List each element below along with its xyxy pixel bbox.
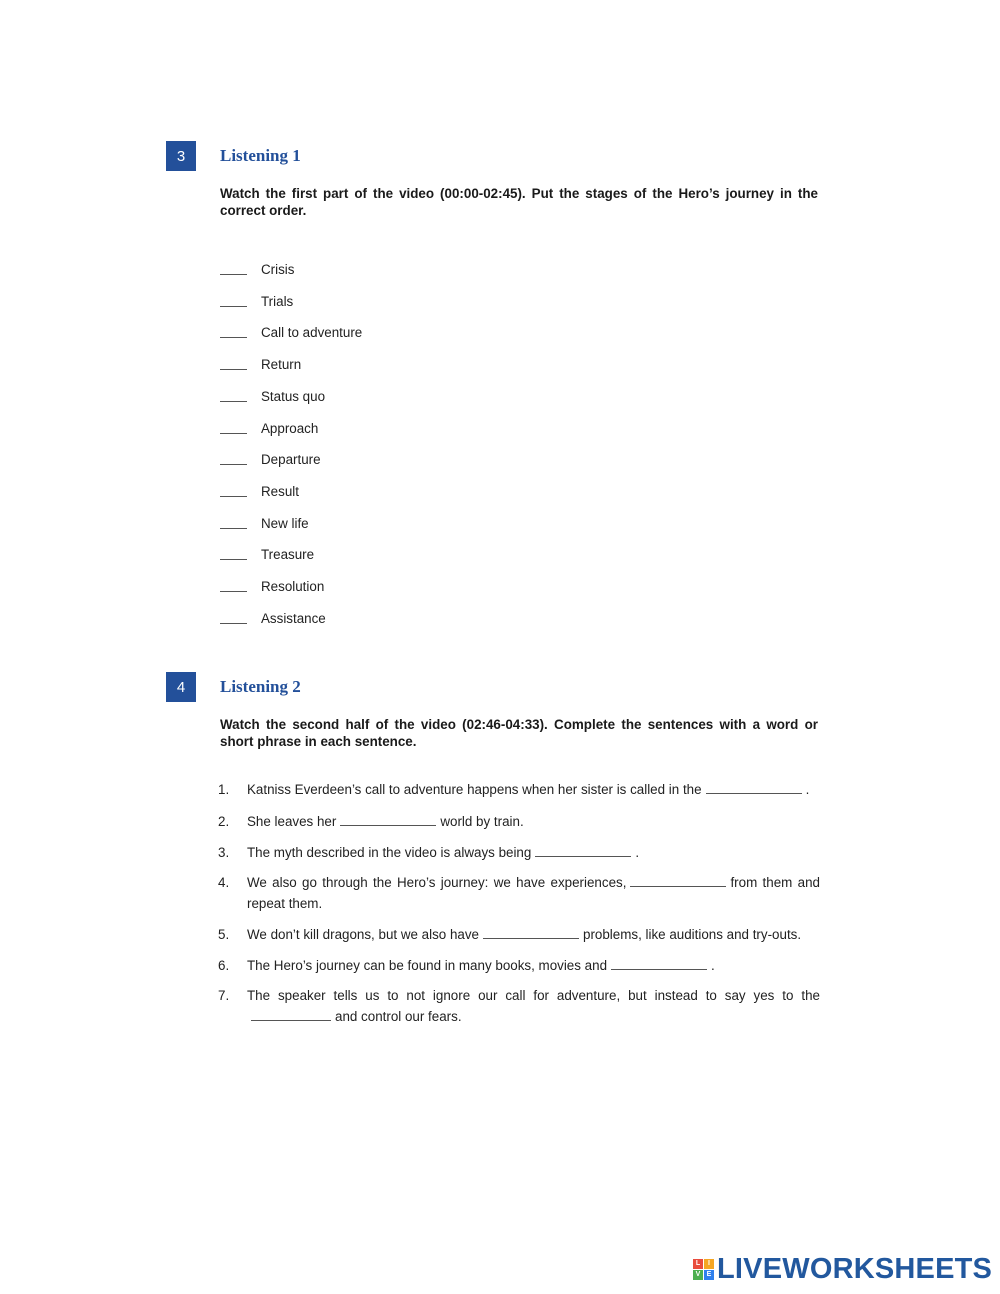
sentence-before: The speaker tells us to not ignore our call for adventure, but instead to say yes to the <box>247 988 820 1003</box>
sentence-item <box>218 872 820 914</box>
sentence-text <box>247 811 820 832</box>
section-3-number: 3 <box>166 141 196 171</box>
sentence-number: 3. <box>218 845 230 860</box>
order-blank[interactable] <box>220 464 247 465</box>
order-blank[interactable] <box>220 559 247 560</box>
section-3-instruction: Watch the first part of the video (00:00-02:45). Put the stages of the Hero’s journey in the correct order. <box>220 186 818 218</box>
order-blank[interactable] <box>220 306 247 307</box>
stage-label: Assistance <box>261 610 326 626</box>
stage-item <box>220 291 293 311</box>
sentence-text <box>247 842 820 863</box>
stage-label: Departure <box>261 451 321 467</box>
sentence-item <box>218 985 820 1027</box>
sentence-text <box>247 924 820 945</box>
sentence-number: 2. <box>218 814 230 829</box>
sentence-item <box>218 924 820 945</box>
stage-item <box>220 608 326 628</box>
sentence-text <box>247 985 820 1027</box>
stage-label: Trials <box>261 293 294 309</box>
section-4-title: Listening 2 <box>220 677 301 696</box>
stage-label: Call to adventure <box>261 324 363 340</box>
stage-item <box>220 513 309 533</box>
sentence-after: . <box>635 845 640 860</box>
sentence-after: problems, like auditions and try-outs. <box>583 927 802 942</box>
order-blank[interactable] <box>220 401 247 402</box>
order-blank[interactable] <box>220 591 247 592</box>
sentence-number: 1. <box>218 782 230 797</box>
answer-blank[interactable] <box>630 876 726 887</box>
sentence-item <box>218 842 820 863</box>
answer-blank[interactable] <box>251 1010 331 1021</box>
stage-item <box>220 354 301 374</box>
stage-label: Return <box>261 356 302 372</box>
sentence-number: 6. <box>218 958 230 973</box>
order-blank[interactable] <box>220 337 247 338</box>
sentence-before: Katniss Everdeen’s call to adventure happens when her sister is called in the <box>247 782 702 797</box>
logo-tile: V <box>693 1270 703 1280</box>
sentence-text <box>247 872 820 914</box>
stage-item <box>220 259 294 279</box>
sentence-item <box>218 779 820 800</box>
sentence-before: The myth described in the video is always being <box>247 845 532 860</box>
sentence-after: . <box>711 958 715 973</box>
sentence-before: She leaves her <box>247 814 337 829</box>
stage-label: Crisis <box>261 261 295 277</box>
order-blank[interactable] <box>220 433 247 434</box>
section-4-instruction: Watch the second half of the video (02:46-04:33). Complete the sentences with a word or short phrase in each sentence. <box>220 717 818 749</box>
order-blank[interactable] <box>220 623 247 624</box>
sentence-after: from them and repeat them. <box>247 875 820 911</box>
stage-label: Status quo <box>261 388 326 404</box>
stage-label: Approach <box>261 420 319 436</box>
answer-blank[interactable] <box>706 783 802 794</box>
sentence-item <box>218 811 820 832</box>
stage-label: Resolution <box>261 578 325 594</box>
sentence-item <box>218 955 820 976</box>
stage-label: Result <box>261 483 299 499</box>
sentence-before: We don’t kill dragons, but we also have <box>247 927 479 942</box>
stage-item <box>220 449 321 469</box>
answer-blank[interactable] <box>535 846 631 857</box>
order-blank[interactable] <box>220 496 247 497</box>
sentence-before: The Hero’s journey can be found in many books, movies and <box>247 958 608 973</box>
logo-tile: E <box>704 1270 714 1280</box>
section-4-number: 4 <box>166 672 196 702</box>
section-3-title: Listening 1 <box>220 146 301 165</box>
sentence-after: world by train. <box>440 814 524 829</box>
stage-item <box>220 544 314 564</box>
logo-tile: I <box>704 1259 714 1269</box>
sentence-before: We also go through the Hero’s journey: we have experiences, <box>247 875 627 890</box>
liveworksheets-logo <box>693 1254 992 1284</box>
order-blank[interactable] <box>220 369 247 370</box>
sentence-after: . <box>805 782 810 797</box>
sentence-text <box>247 779 820 800</box>
stage-item <box>220 418 318 438</box>
stage-item <box>220 322 362 342</box>
answer-blank[interactable] <box>611 959 707 970</box>
stage-item <box>220 481 299 501</box>
answer-blank[interactable] <box>340 815 436 826</box>
order-blank[interactable] <box>220 274 247 275</box>
sentence-number: 7. <box>218 988 230 1003</box>
logo-text: LIVEWORKSHEETS <box>717 1252 993 1285</box>
stage-item <box>220 386 325 406</box>
logo-tile: L <box>693 1259 703 1269</box>
answer-blank[interactable] <box>483 928 579 939</box>
sentence-number: 5. <box>218 927 230 942</box>
stage-item <box>220 576 324 596</box>
sentence-number: 4. <box>218 875 230 890</box>
stage-label: New life <box>261 515 309 531</box>
logo-tiles <box>693 1259 714 1280</box>
order-blank[interactable] <box>220 528 247 529</box>
stage-label: Treasure <box>261 546 315 562</box>
sentence-after: and control our fears. <box>335 1009 462 1024</box>
sentence-text <box>247 955 820 976</box>
